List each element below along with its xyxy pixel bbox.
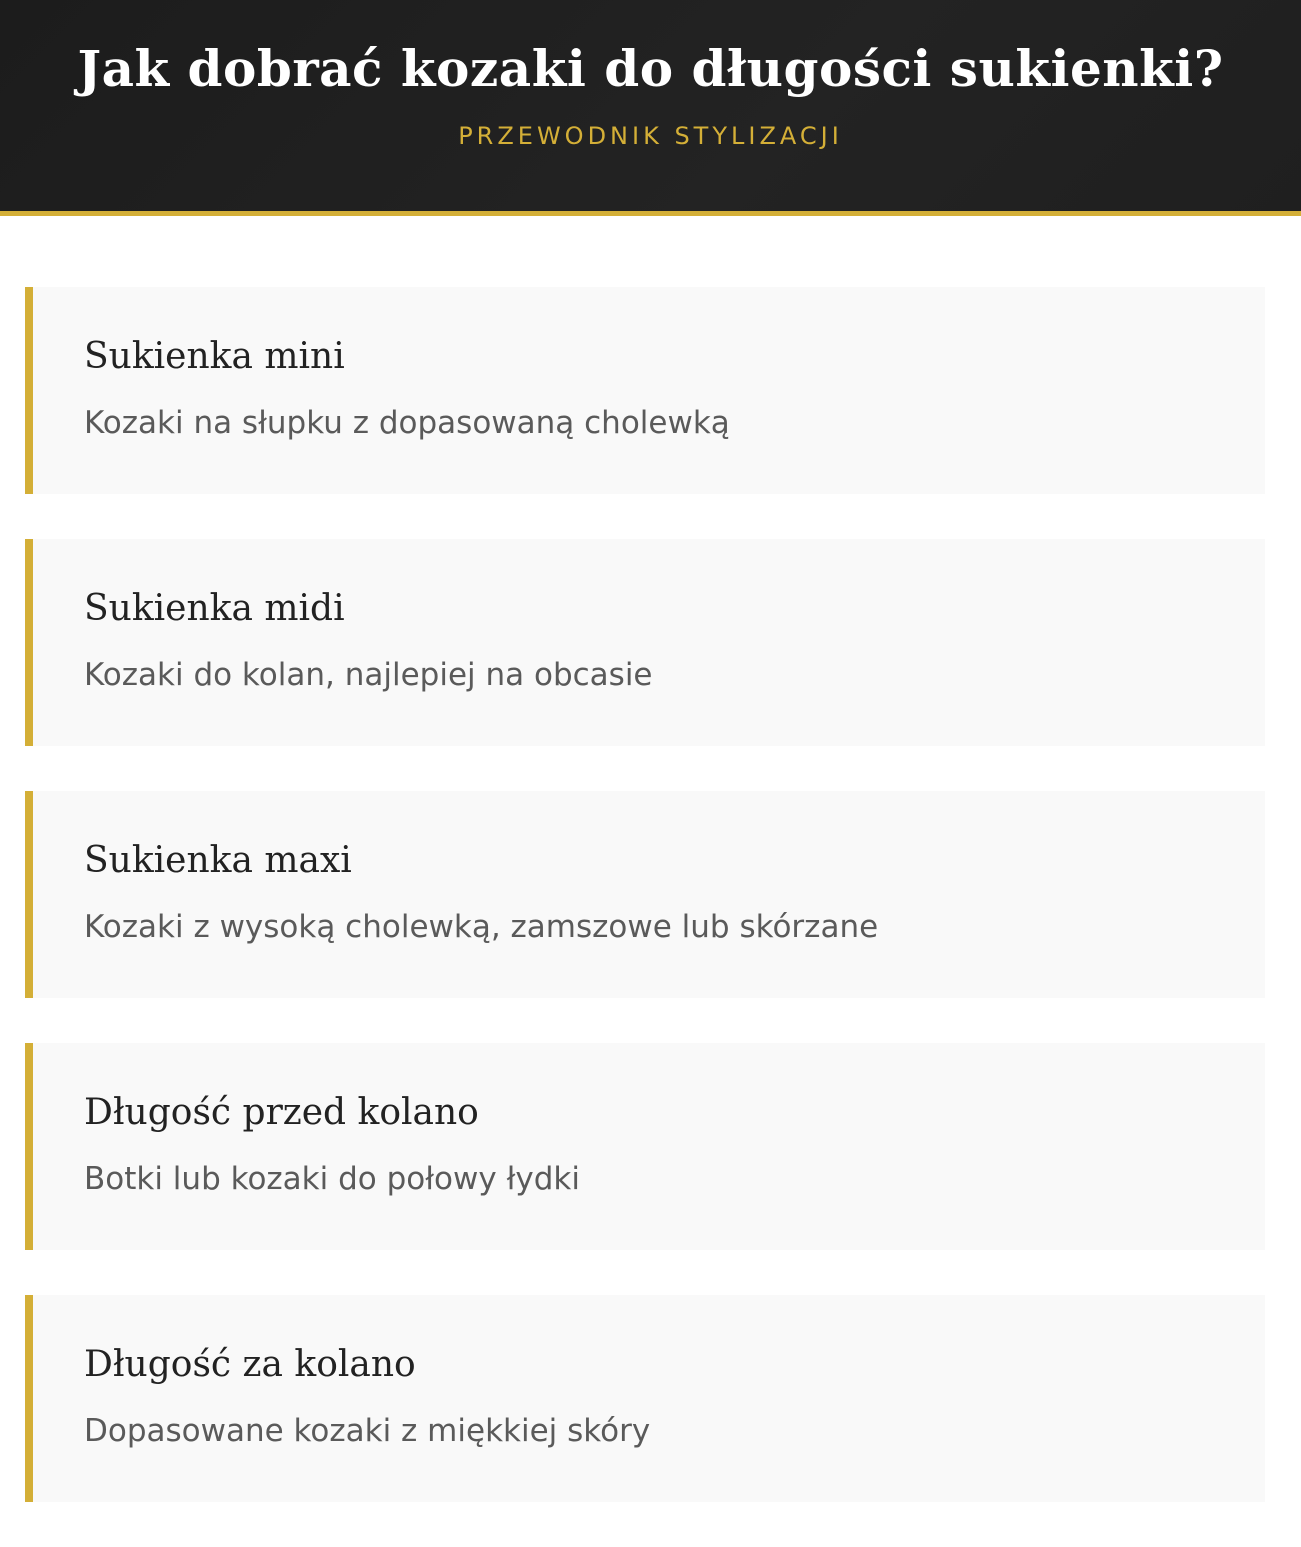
style-guide-list — [25, 287, 1265, 1547]
guide-card-midi — [25, 539, 1265, 746]
card-description: Kozaki z wysoką cholewką, zamszowe lub skórzane — [84, 909, 879, 945]
card-title: Sukienka maxi — [84, 840, 352, 881]
guide-card-maxi — [25, 791, 1265, 998]
card-title: Sukienka midi — [84, 588, 345, 629]
card-title: Długość przed kolano — [84, 1092, 479, 1133]
page-subtitle: PRZEWODNIK STYLIZACJI — [458, 122, 843, 150]
card-title: Długość za kolano — [84, 1344, 416, 1385]
page-title: Jak dobrać kozaki do długości sukienki? — [77, 39, 1224, 98]
guide-card-mini — [25, 287, 1265, 494]
guide-card-above-knee — [25, 1043, 1265, 1250]
card-title: Sukienka mini — [84, 336, 345, 377]
guide-card-below-knee — [25, 1295, 1265, 1502]
card-description: Kozaki na słupku z dopasowaną cholewką — [84, 405, 730, 441]
card-description: Dopasowane kozaki z miękkiej skóry — [84, 1413, 651, 1449]
card-description: Kozaki do kolan, najlepiej na obcasie — [84, 657, 653, 693]
card-description: Botki lub kozaki do połowy łydki — [84, 1161, 580, 1197]
page-header — [0, 0, 1301, 216]
